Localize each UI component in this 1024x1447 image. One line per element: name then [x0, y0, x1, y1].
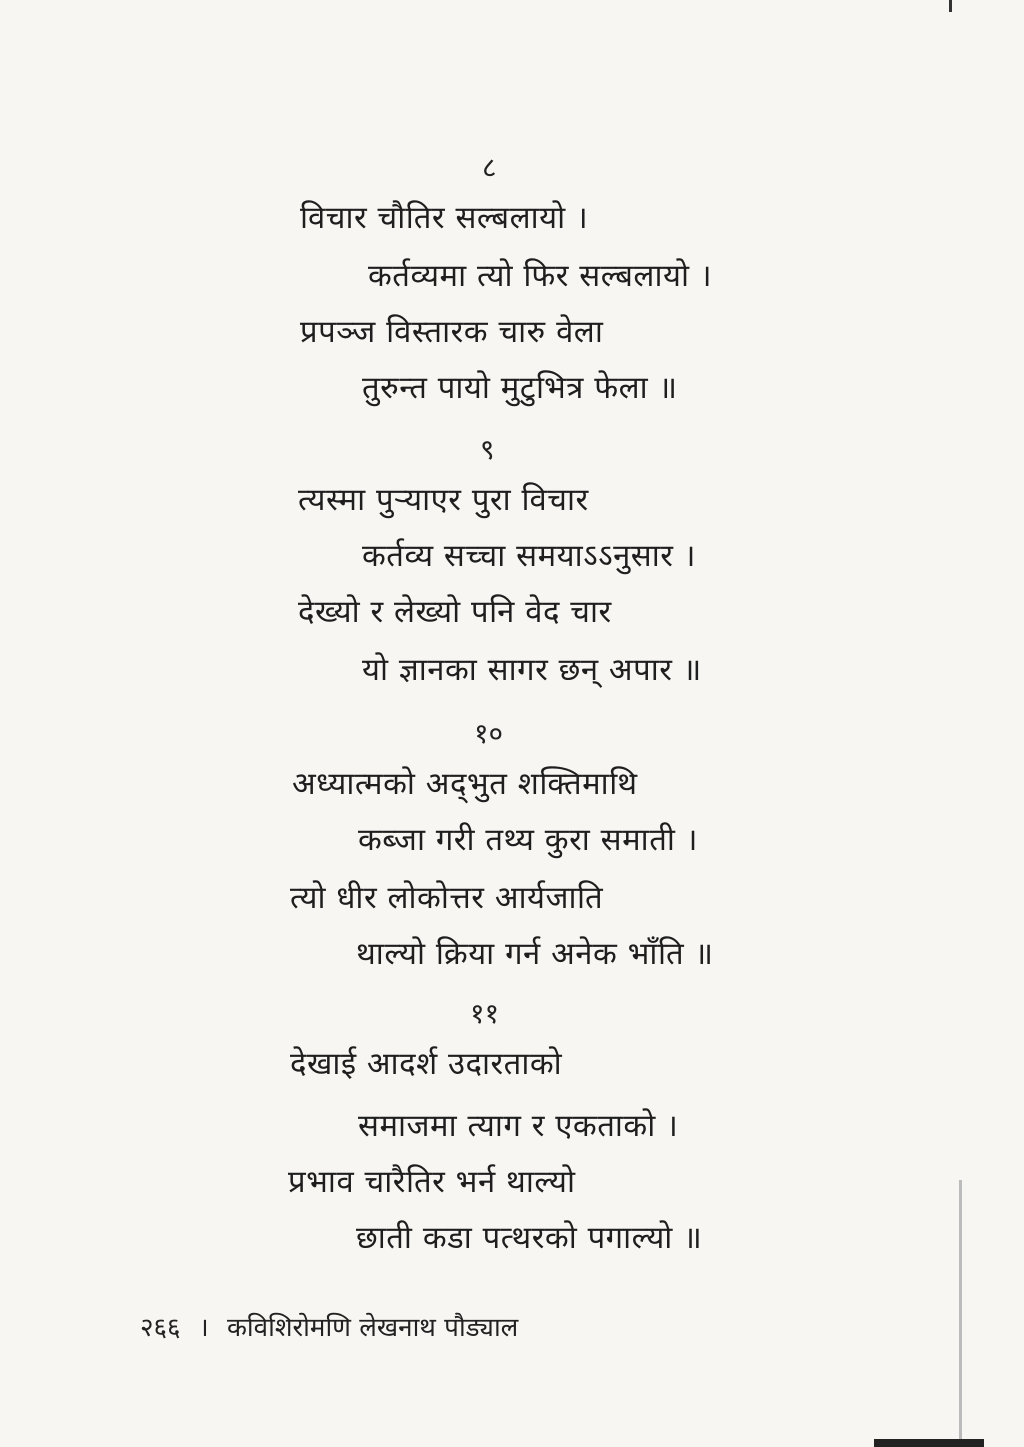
verse-line: विचार चौतिर सल्बलायो । — [300, 200, 589, 236]
verse-line: तुरुन्त पायो मुटुभित्र फेला ॥ — [362, 370, 678, 406]
footer-separator: । — [198, 1313, 209, 1343]
page-footer — [140, 1310, 518, 1346]
verse-line: त्यस्मा पुऱ्याएर पुरा विचार — [298, 482, 589, 518]
verse-line: कर्तव्य सच्चा समयाऽऽनुसार । — [362, 538, 697, 574]
verse-line: प्रपञ्ज विस्तारक चारु वेला — [300, 314, 604, 350]
verse-line: छाती कडा पत्थरको पगाल्यो ॥ — [356, 1220, 703, 1256]
verse-line: त्यो धीर लोकोत्तर आर्यजाति — [290, 880, 604, 916]
book-title: कविशिरोमणि लेखनाथ पौड्याल — [226, 1313, 519, 1343]
verse-line: यो ज्ञानका सागर छन् अपार ॥ — [362, 652, 702, 688]
verse-line: प्रभाव चारैतिर भर्न थाल्यो — [288, 1164, 576, 1200]
verse-line: देख्यो र लेख्यो पनि वेद चार — [298, 594, 612, 630]
verse-line: समाजमा त्याग र एकताको । — [358, 1108, 679, 1144]
verse-line: कर्तव्यमा त्यो फिर सल्बलायो । — [368, 258, 713, 294]
page-number: २६६ — [140, 1313, 181, 1343]
verse-line: थाल्यो क्रिया गर्न अनेक भाँति ॥ — [356, 936, 714, 972]
verse-line: कब्जा गरी तथ्य कुरा समाती । — [358, 822, 699, 858]
stanza-number: १० — [474, 717, 504, 750]
page-edge-shadow — [959, 1180, 962, 1447]
page-corner-mark — [874, 1439, 984, 1447]
stanza-number: ९ — [480, 433, 495, 466]
verse-line: अध्यात्मको अद्‌भुत शक्तिमाथि — [292, 766, 638, 802]
verse-line: देखाई आदर्श उदारताको — [290, 1046, 563, 1082]
page-edge-mark — [949, 0, 952, 12]
stanza-number: ११ — [470, 997, 500, 1030]
stanza-number: ८ — [482, 151, 497, 184]
